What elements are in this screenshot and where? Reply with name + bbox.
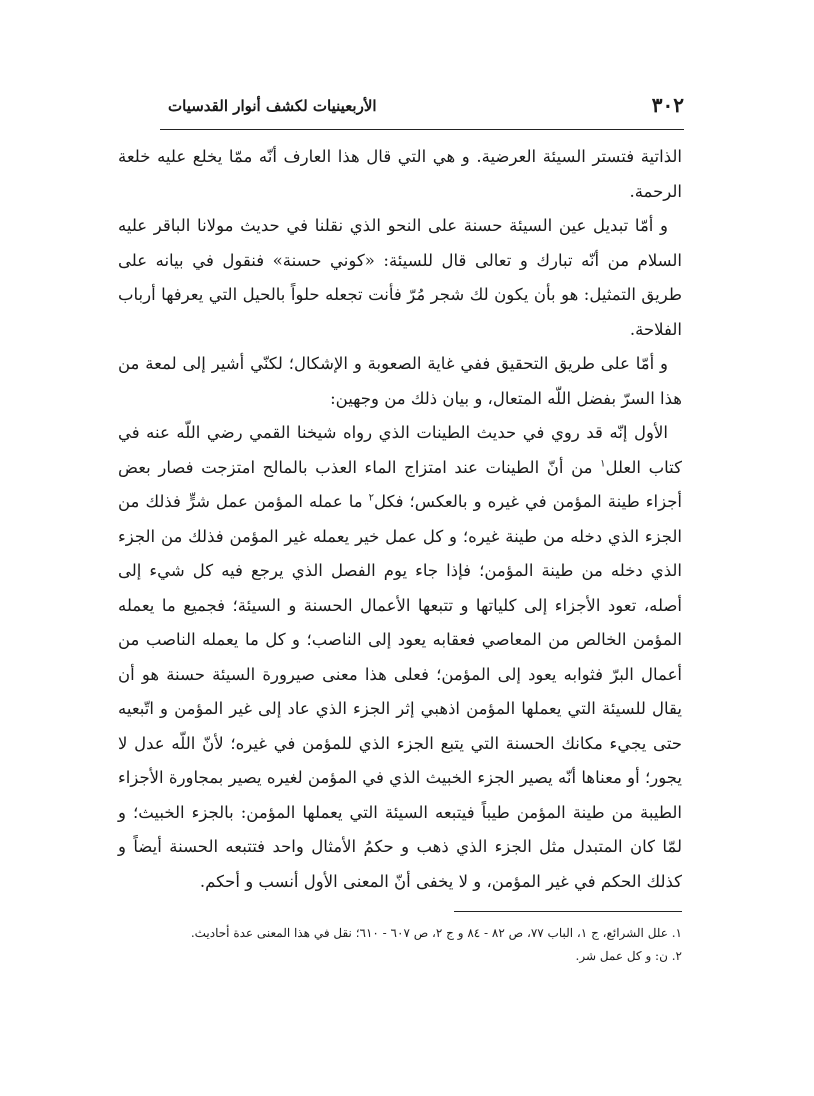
page-header (160, 92, 684, 130)
running-title: الأربعينيات لكشف أنوار القدسيات (168, 97, 377, 115)
footnote-ref-2: ٢ (368, 492, 374, 504)
paragraph-4 (118, 416, 682, 899)
footnote-rule (454, 911, 682, 912)
footnote-1: ١. علل الشرائع، ج ١، الباب ٧٧، ص ٨٢ - ٨٤ و ج ٢، ص ٦٠٧ - ٦١٠؛ نقل في هذا المعنى عدة أحاديث. (190, 926, 682, 940)
paragraph-4-part-2: من أنّ الطينات عند امتزاج الماء العذب بالمالح امتزجت فصار بعض أجزاء طينة المؤمن في غيره و بالعكس؛ فكل (118, 457, 682, 511)
footnotes (160, 922, 682, 968)
paragraph-1: الذاتية فتستر السيئة العرضية. و هي التي قال هذا العارف أنّه ممّا يخلع عليه خلعة الرحمة. (118, 147, 682, 201)
footnote-ref-1: ١ (600, 458, 606, 469)
page-number: ٣٠٢ (651, 93, 684, 117)
header-rule (160, 129, 684, 130)
main-text (118, 140, 682, 899)
paragraph-2: و أمّا تبديل عين السيئة حسنة على النحو الذي نقلنا في حديث مولانا الباقر عليه السلام من أنّه تبارك و تعالى قال للسيئة: «كوني حسنة» فنقول في بيانه على طريق التمثيل: هو بأن يكون لك شجر مُرّ فأنت تجعله حلواً بالحيل التي يعرفها أرباب الفلاحة. (118, 216, 682, 339)
paragraph-4-part-1: الأول إنّه قد روي في حديث الطينات الذي رواه شيخنا القمي رضي اللّه عنه في كتاب العلل (118, 423, 682, 477)
footnote-2: ٢. ن: و كل عمل شر. (575, 949, 682, 963)
paragraph-4-part-3: ما عمله المؤمن عمل شرٍّ فذلك من الجزء الذي دخله من طينة غيره؛ و كل عمل خير يعمله غير المؤمن فذلك من الجزء الذي دخله من طينة المؤمن؛ فإذا جاء يوم الفصل الذي يرجع فيه كل شيء إلى أصله، تعود الأجزاء إلى كلياتها و تتبعها الأعمال الحسنة و السيئة؛ فجميع ما يعمله المؤمن الخالص من المعاصي فعقابه يعود إلى الناصب؛ و كل ما يعمله الناصب من أعمال البرّ فثوابه يعود إلى المؤمن؛ فعلى هذا معنى صيرورة السيئة حسنة هو أن يقال للسيئة التي يعملها المؤمن اذهبي إثر الجزء الذي عاد إلى غير المؤمن و اتّبعيه حتى يجيء مكانك الحسنة التي يتبع الجزء الذي للمؤمن في غيره؛ لأنّ اللّه عدل لا يجور؛ أو معناها أنّه يصير الجزء الخبيث الذي في المؤمن لغيره يصير بمجاورة الأجزاء الطيبة من طينة المؤمن طيباً فيتبعه السيئة التي يعملها المؤمن: بالجزء الخبيث؛ و لمّا كان المتبدل مثل الجزء الذي ذهب و حكمُ الأمثال واحد فتتبعه الحسنة أيضاً و كذلك الحكم في غير المؤمن، و لا يخفى أنّ المعنى الأول أنسب و أحكم. (118, 492, 682, 891)
paragraph-3: و أمّا على طريق التحقيق ففي غاية الصعوبة و الإشكال؛ لكنّي أشير إلى لمعة من هذا السرّ بفضل اللّه المتعال، و بيان ذلك من وجهين: (118, 354, 682, 408)
